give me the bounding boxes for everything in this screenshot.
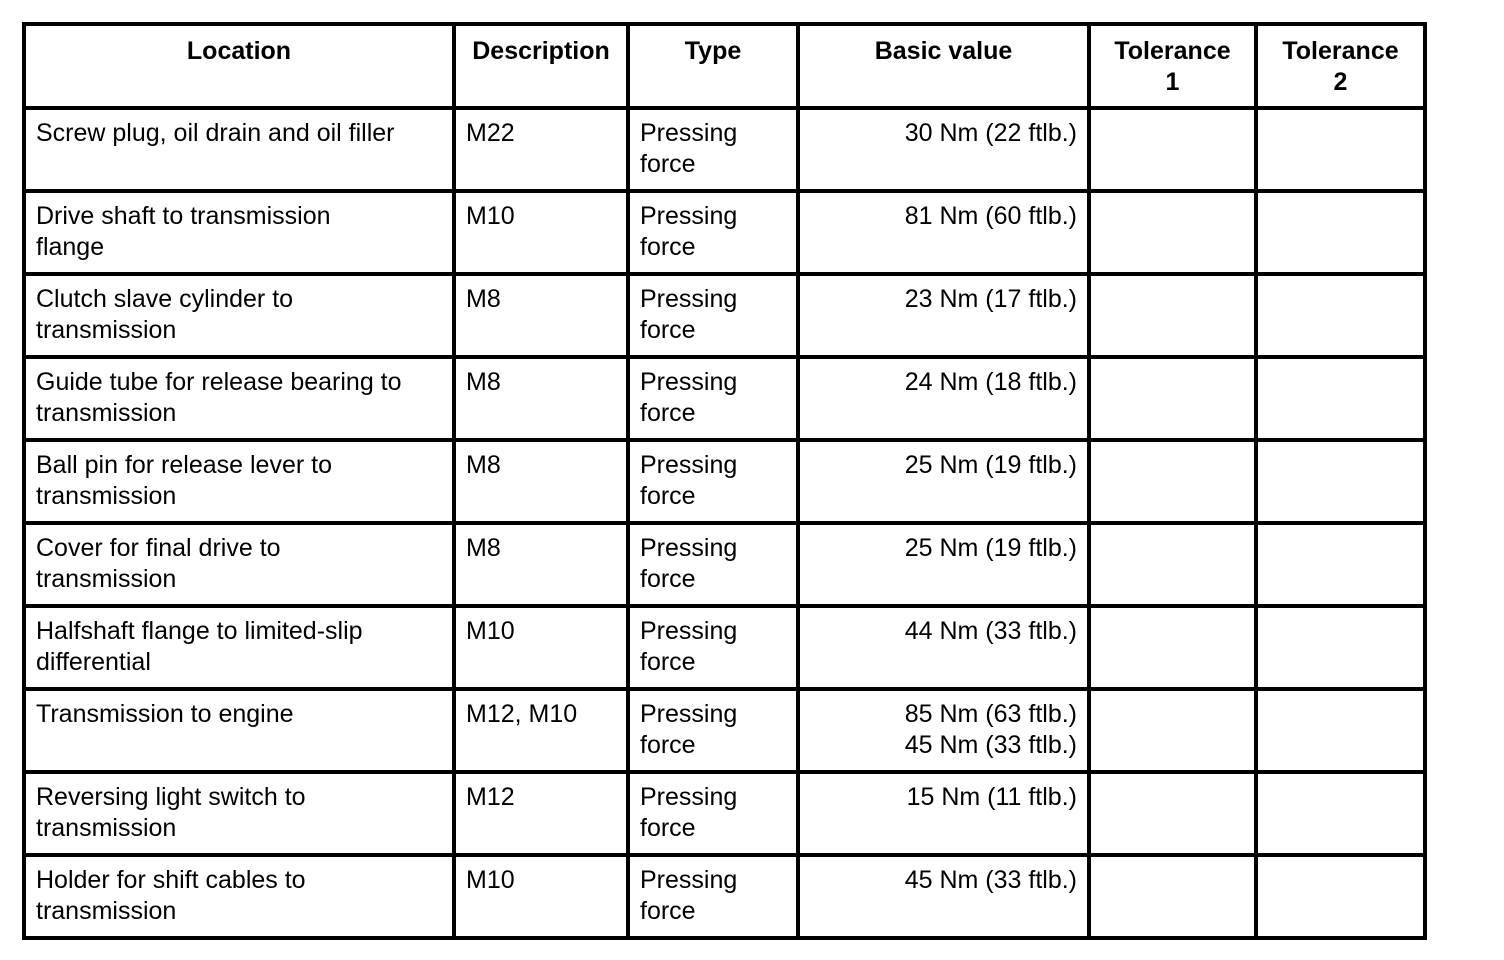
cell-location bbox=[24, 357, 454, 440]
cell-text: differential bbox=[36, 648, 151, 676]
cell-tolerance-1 bbox=[1089, 440, 1256, 523]
cell-tolerance-2 bbox=[1256, 440, 1425, 523]
cell-tolerance-1 bbox=[1089, 855, 1256, 938]
cell-type bbox=[628, 357, 798, 440]
cell-text: flange bbox=[36, 233, 105, 261]
table-row bbox=[24, 191, 1425, 274]
cell-text: 81 Nm (60 ftlb.) bbox=[904, 202, 1077, 230]
cell-text: 24 Nm (18 ftlb.) bbox=[904, 368, 1077, 396]
cell-text: 45 Nm (33 ftlb.) bbox=[904, 866, 1077, 894]
cell-text: 85 Nm (63 ftlb.) bbox=[904, 700, 1077, 728]
cell-tolerance-2 bbox=[1256, 523, 1425, 606]
cell-text: Pressing bbox=[640, 783, 738, 811]
cell-tolerance-2 bbox=[1256, 274, 1425, 357]
cell-basic-value bbox=[798, 772, 1089, 855]
cell-text: M8 bbox=[466, 368, 501, 396]
cell-text: 25 Nm (19 ftlb.) bbox=[904, 451, 1077, 479]
cell-tolerance-2 bbox=[1256, 108, 1425, 191]
table-row bbox=[24, 772, 1425, 855]
cell-description bbox=[454, 606, 628, 689]
column-header-description bbox=[454, 24, 628, 108]
cell-text: force bbox=[640, 316, 696, 344]
cell-text: 15 Nm (11 ftlb.) bbox=[906, 783, 1077, 811]
cell-text: transmission bbox=[36, 897, 177, 925]
cell-basic-value bbox=[798, 108, 1089, 191]
cell-description bbox=[454, 191, 628, 274]
cell-tolerance-1 bbox=[1089, 191, 1256, 274]
cell-text: Pressing bbox=[640, 285, 738, 313]
cell-text: Clutch slave cylinder to bbox=[36, 285, 294, 313]
cell-text: M22 bbox=[466, 119, 515, 147]
cell-basic-value bbox=[798, 523, 1089, 606]
cell-location bbox=[24, 191, 454, 274]
column-header-text: Basic value bbox=[874, 37, 1013, 65]
cell-location bbox=[24, 523, 454, 606]
table-row bbox=[24, 855, 1425, 938]
cell-tolerance-1 bbox=[1089, 523, 1256, 606]
cell-text: transmission bbox=[36, 482, 177, 510]
cell-text: 23 Nm (17 ftlb.) bbox=[904, 285, 1077, 313]
cell-type bbox=[628, 606, 798, 689]
cell-text: transmission bbox=[36, 316, 177, 344]
cell-type bbox=[628, 523, 798, 606]
cell-text: Transmission to engine bbox=[36, 700, 294, 728]
cell-text: force bbox=[640, 482, 696, 510]
table-row bbox=[24, 440, 1425, 523]
cell-text: M10 bbox=[466, 866, 515, 894]
cell-tolerance-1 bbox=[1089, 274, 1256, 357]
cell-text: Pressing bbox=[640, 202, 738, 230]
column-header-tolerance-1 bbox=[1089, 24, 1256, 108]
cell-tolerance-1 bbox=[1089, 689, 1256, 772]
cell-basic-value bbox=[798, 606, 1089, 689]
cell-text: Pressing bbox=[640, 617, 738, 645]
cell-tolerance-2 bbox=[1256, 191, 1425, 274]
cell-text: Pressing bbox=[640, 866, 738, 894]
cell-type bbox=[628, 855, 798, 938]
cell-text: force bbox=[640, 399, 696, 427]
column-header-text: Location bbox=[186, 37, 292, 65]
cell-location bbox=[24, 274, 454, 357]
cell-text: M12 bbox=[466, 783, 515, 811]
cell-location bbox=[24, 772, 454, 855]
cell-text: Pressing bbox=[640, 451, 738, 479]
column-header-tolerance-2 bbox=[1256, 24, 1425, 108]
cell-text: force bbox=[640, 814, 696, 842]
cell-type bbox=[628, 689, 798, 772]
table-body bbox=[24, 108, 1425, 938]
table-row bbox=[24, 606, 1425, 689]
table-row bbox=[24, 274, 1425, 357]
table-header-row bbox=[24, 24, 1425, 108]
cell-tolerance-2 bbox=[1256, 855, 1425, 938]
column-header-basic-value bbox=[798, 24, 1089, 108]
cell-tolerance-2 bbox=[1256, 357, 1425, 440]
cell-text: 44 Nm (33 ftlb.) bbox=[904, 617, 1077, 645]
column-header-text: Type bbox=[684, 37, 742, 65]
table-row bbox=[24, 523, 1425, 606]
table-row bbox=[24, 108, 1425, 191]
torque-spec-table-container bbox=[22, 22, 1427, 940]
column-header-text: 1 bbox=[1165, 68, 1180, 96]
cell-basic-value bbox=[798, 689, 1089, 772]
cell-text: M8 bbox=[466, 534, 501, 562]
column-header-text: 2 bbox=[1333, 68, 1348, 96]
cell-text: force bbox=[640, 565, 696, 593]
cell-text: transmission bbox=[36, 399, 177, 427]
cell-description bbox=[454, 440, 628, 523]
cell-text: force bbox=[640, 648, 696, 676]
cell-description bbox=[454, 274, 628, 357]
cell-description bbox=[454, 108, 628, 191]
cell-text: M8 bbox=[466, 285, 501, 313]
cell-text: Cover for final drive to bbox=[36, 534, 281, 562]
cell-tolerance-1 bbox=[1089, 772, 1256, 855]
cell-text: Drive shaft to transmission bbox=[36, 202, 331, 230]
cell-text: 30 Nm (22 ftlb.) bbox=[904, 119, 1077, 147]
cell-location bbox=[24, 108, 454, 191]
cell-text: Pressing bbox=[640, 119, 738, 147]
cell-tolerance-1 bbox=[1089, 108, 1256, 191]
cell-description bbox=[454, 357, 628, 440]
cell-text: Halfshaft flange to limited-slip bbox=[36, 617, 363, 645]
column-header-location bbox=[24, 24, 454, 108]
cell-basic-value bbox=[798, 855, 1089, 938]
cell-text: M10 bbox=[466, 202, 515, 230]
table-row bbox=[24, 357, 1425, 440]
cell-text: Pressing bbox=[640, 700, 738, 728]
cell-description bbox=[454, 689, 628, 772]
cell-type bbox=[628, 191, 798, 274]
cell-type bbox=[628, 440, 798, 523]
cell-tolerance-2 bbox=[1256, 606, 1425, 689]
cell-text: force bbox=[640, 897, 696, 925]
table-row bbox=[24, 689, 1425, 772]
cell-location bbox=[24, 606, 454, 689]
cell-description bbox=[454, 523, 628, 606]
cell-text: transmission bbox=[36, 565, 177, 593]
cell-location bbox=[24, 689, 454, 772]
cell-type bbox=[628, 108, 798, 191]
column-header-text: Tolerance bbox=[1282, 37, 1399, 65]
cell-basic-value bbox=[798, 191, 1089, 274]
cell-text: Reversing light switch to bbox=[36, 783, 306, 811]
cell-tolerance-1 bbox=[1089, 606, 1256, 689]
cell-description bbox=[454, 772, 628, 855]
cell-tolerance-1 bbox=[1089, 357, 1256, 440]
cell-type bbox=[628, 772, 798, 855]
torque-spec-table bbox=[22, 22, 1427, 940]
cell-text: Screw plug, oil drain and oil filler bbox=[36, 119, 395, 147]
column-header-type bbox=[628, 24, 798, 108]
cell-text: force bbox=[640, 233, 696, 261]
cell-type bbox=[628, 274, 798, 357]
cell-text: Holder for shift cables to bbox=[36, 866, 306, 894]
cell-tolerance-2 bbox=[1256, 689, 1425, 772]
cell-text: Pressing bbox=[640, 534, 738, 562]
cell-location bbox=[24, 440, 454, 523]
cell-description bbox=[454, 855, 628, 938]
cell-basic-value bbox=[798, 357, 1089, 440]
cell-tolerance-2 bbox=[1256, 772, 1425, 855]
cell-text: Ball pin for release lever to bbox=[36, 451, 332, 479]
cell-basic-value bbox=[798, 274, 1089, 357]
column-header-text: Description bbox=[472, 37, 610, 65]
cell-text: M8 bbox=[466, 451, 501, 479]
cell-text: force bbox=[640, 731, 696, 759]
cell-text: Guide tube for release bearing to bbox=[36, 368, 402, 396]
cell-text: transmission bbox=[36, 814, 177, 842]
cell-text: 25 Nm (19 ftlb.) bbox=[904, 534, 1077, 562]
cell-text: M12, M10 bbox=[466, 700, 578, 728]
cell-basic-value bbox=[798, 440, 1089, 523]
cell-text: Pressing bbox=[640, 368, 738, 396]
cell-text: M10 bbox=[466, 617, 515, 645]
cell-location bbox=[24, 855, 454, 938]
cell-text: force bbox=[640, 150, 696, 178]
column-header-text: Tolerance bbox=[1114, 37, 1231, 65]
cell-text: 45 Nm (33 ftlb.) bbox=[904, 731, 1077, 759]
